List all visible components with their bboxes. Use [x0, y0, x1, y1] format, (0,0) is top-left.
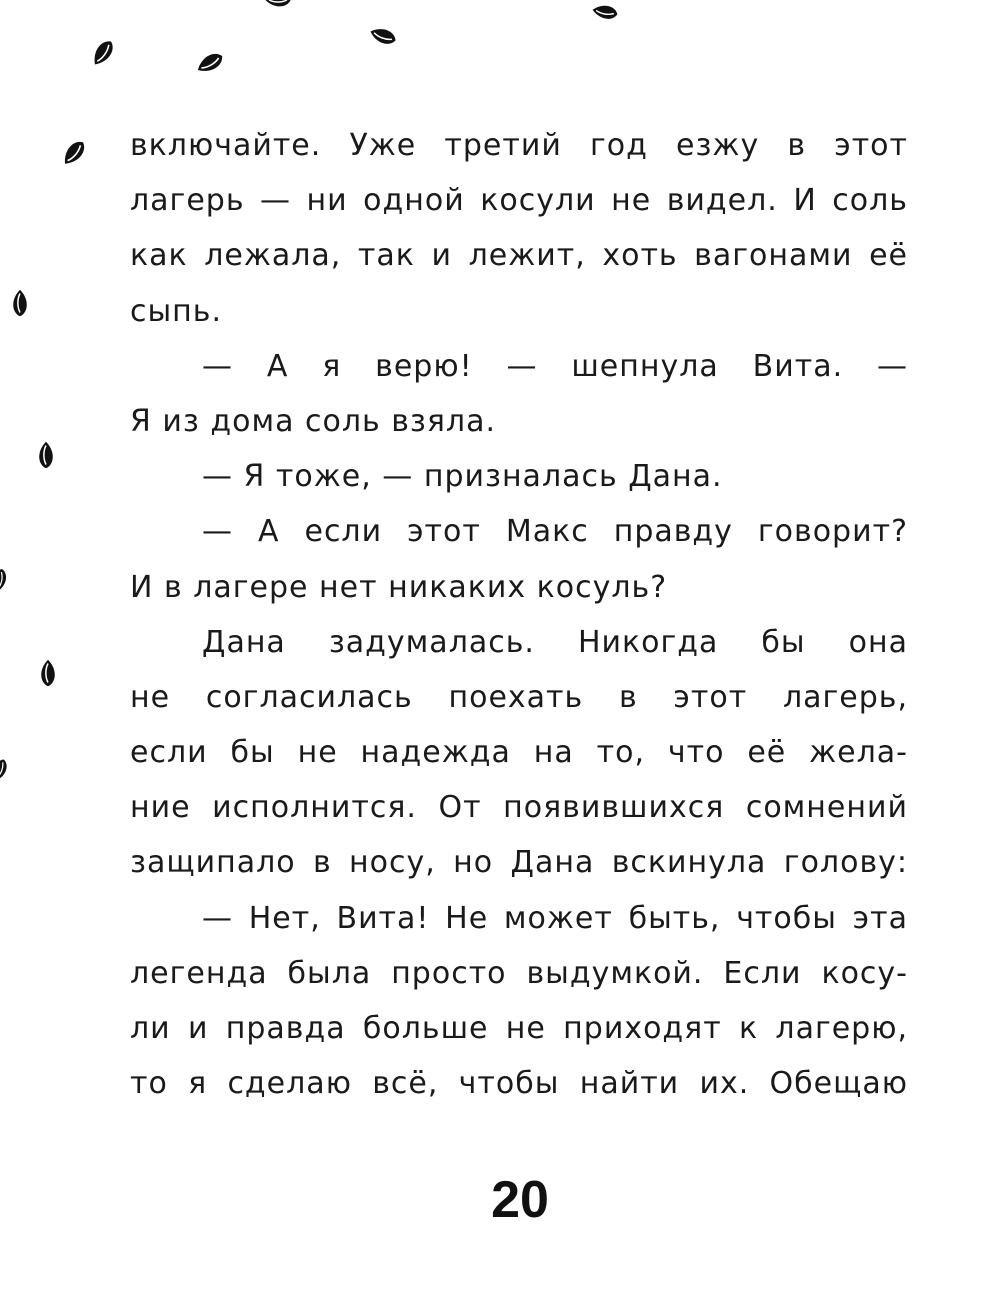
text-line: не согласилась поехать в этот лагерь,: [130, 679, 908, 715]
text-line: защипало в носу, но Дана вскинула голову:: [130, 845, 908, 881]
text-line: — А я верю! — шепнула Вита. —: [202, 348, 908, 384]
text-line: — А если этот Макс правду говорит?: [202, 514, 908, 550]
text-line: ли и правда больше не приходят к лагерю,: [130, 1011, 908, 1046]
text-line: — Я тоже, — призналась Дана.: [202, 459, 723, 495]
sunflower-seed-icon: [591, 3, 618, 20]
sunflower-seed-icon: [39, 442, 53, 469]
text-line: лагерь — ни одной косули не видел. И соль: [130, 183, 908, 219]
text-line: И в лагере нет никаких косуль?: [130, 569, 668, 605]
text-line: легенда была просто выдумкой. Если косу-: [130, 955, 908, 991]
sunflower-seed-icon: [368, 25, 398, 47]
text-line: если бы не надежда на то, что её жела-: [130, 735, 908, 771]
text-line: то я сделаю всё, чтобы найти их. Обещаю: [130, 1066, 908, 1102]
sunflower-seed-icon: [89, 37, 117, 68]
text-line: ние исполнится. От появившихся сомнений: [130, 790, 908, 826]
text-line: Я из дома соль взяла.: [130, 403, 497, 439]
text-line: как лежала, так и лежит, хоть вагонами её: [130, 238, 908, 274]
text-line: включайте. Уже третий год езжу в этот: [130, 128, 908, 163]
sunflower-seed-icon: [41, 660, 55, 687]
sunflower-seed-icon: [194, 50, 225, 76]
page-number: 20: [491, 1171, 549, 1229]
body-text: [130, 118, 908, 1111]
sunflower-seed-icon: [13, 290, 27, 317]
sunflower-seed-icon: [0, 568, 8, 592]
sunflower-seed-icon: [265, 0, 290, 6]
sunflower-seed-icon: [0, 758, 9, 783]
text-line: Дана задумалась. Никогда бы она: [202, 624, 908, 660]
sunflower-seed-icon: [60, 138, 89, 169]
text-line: — Нет, Вита! Не может быть, чтобы эта: [202, 900, 908, 936]
text-line: сыпь.: [130, 293, 223, 329]
